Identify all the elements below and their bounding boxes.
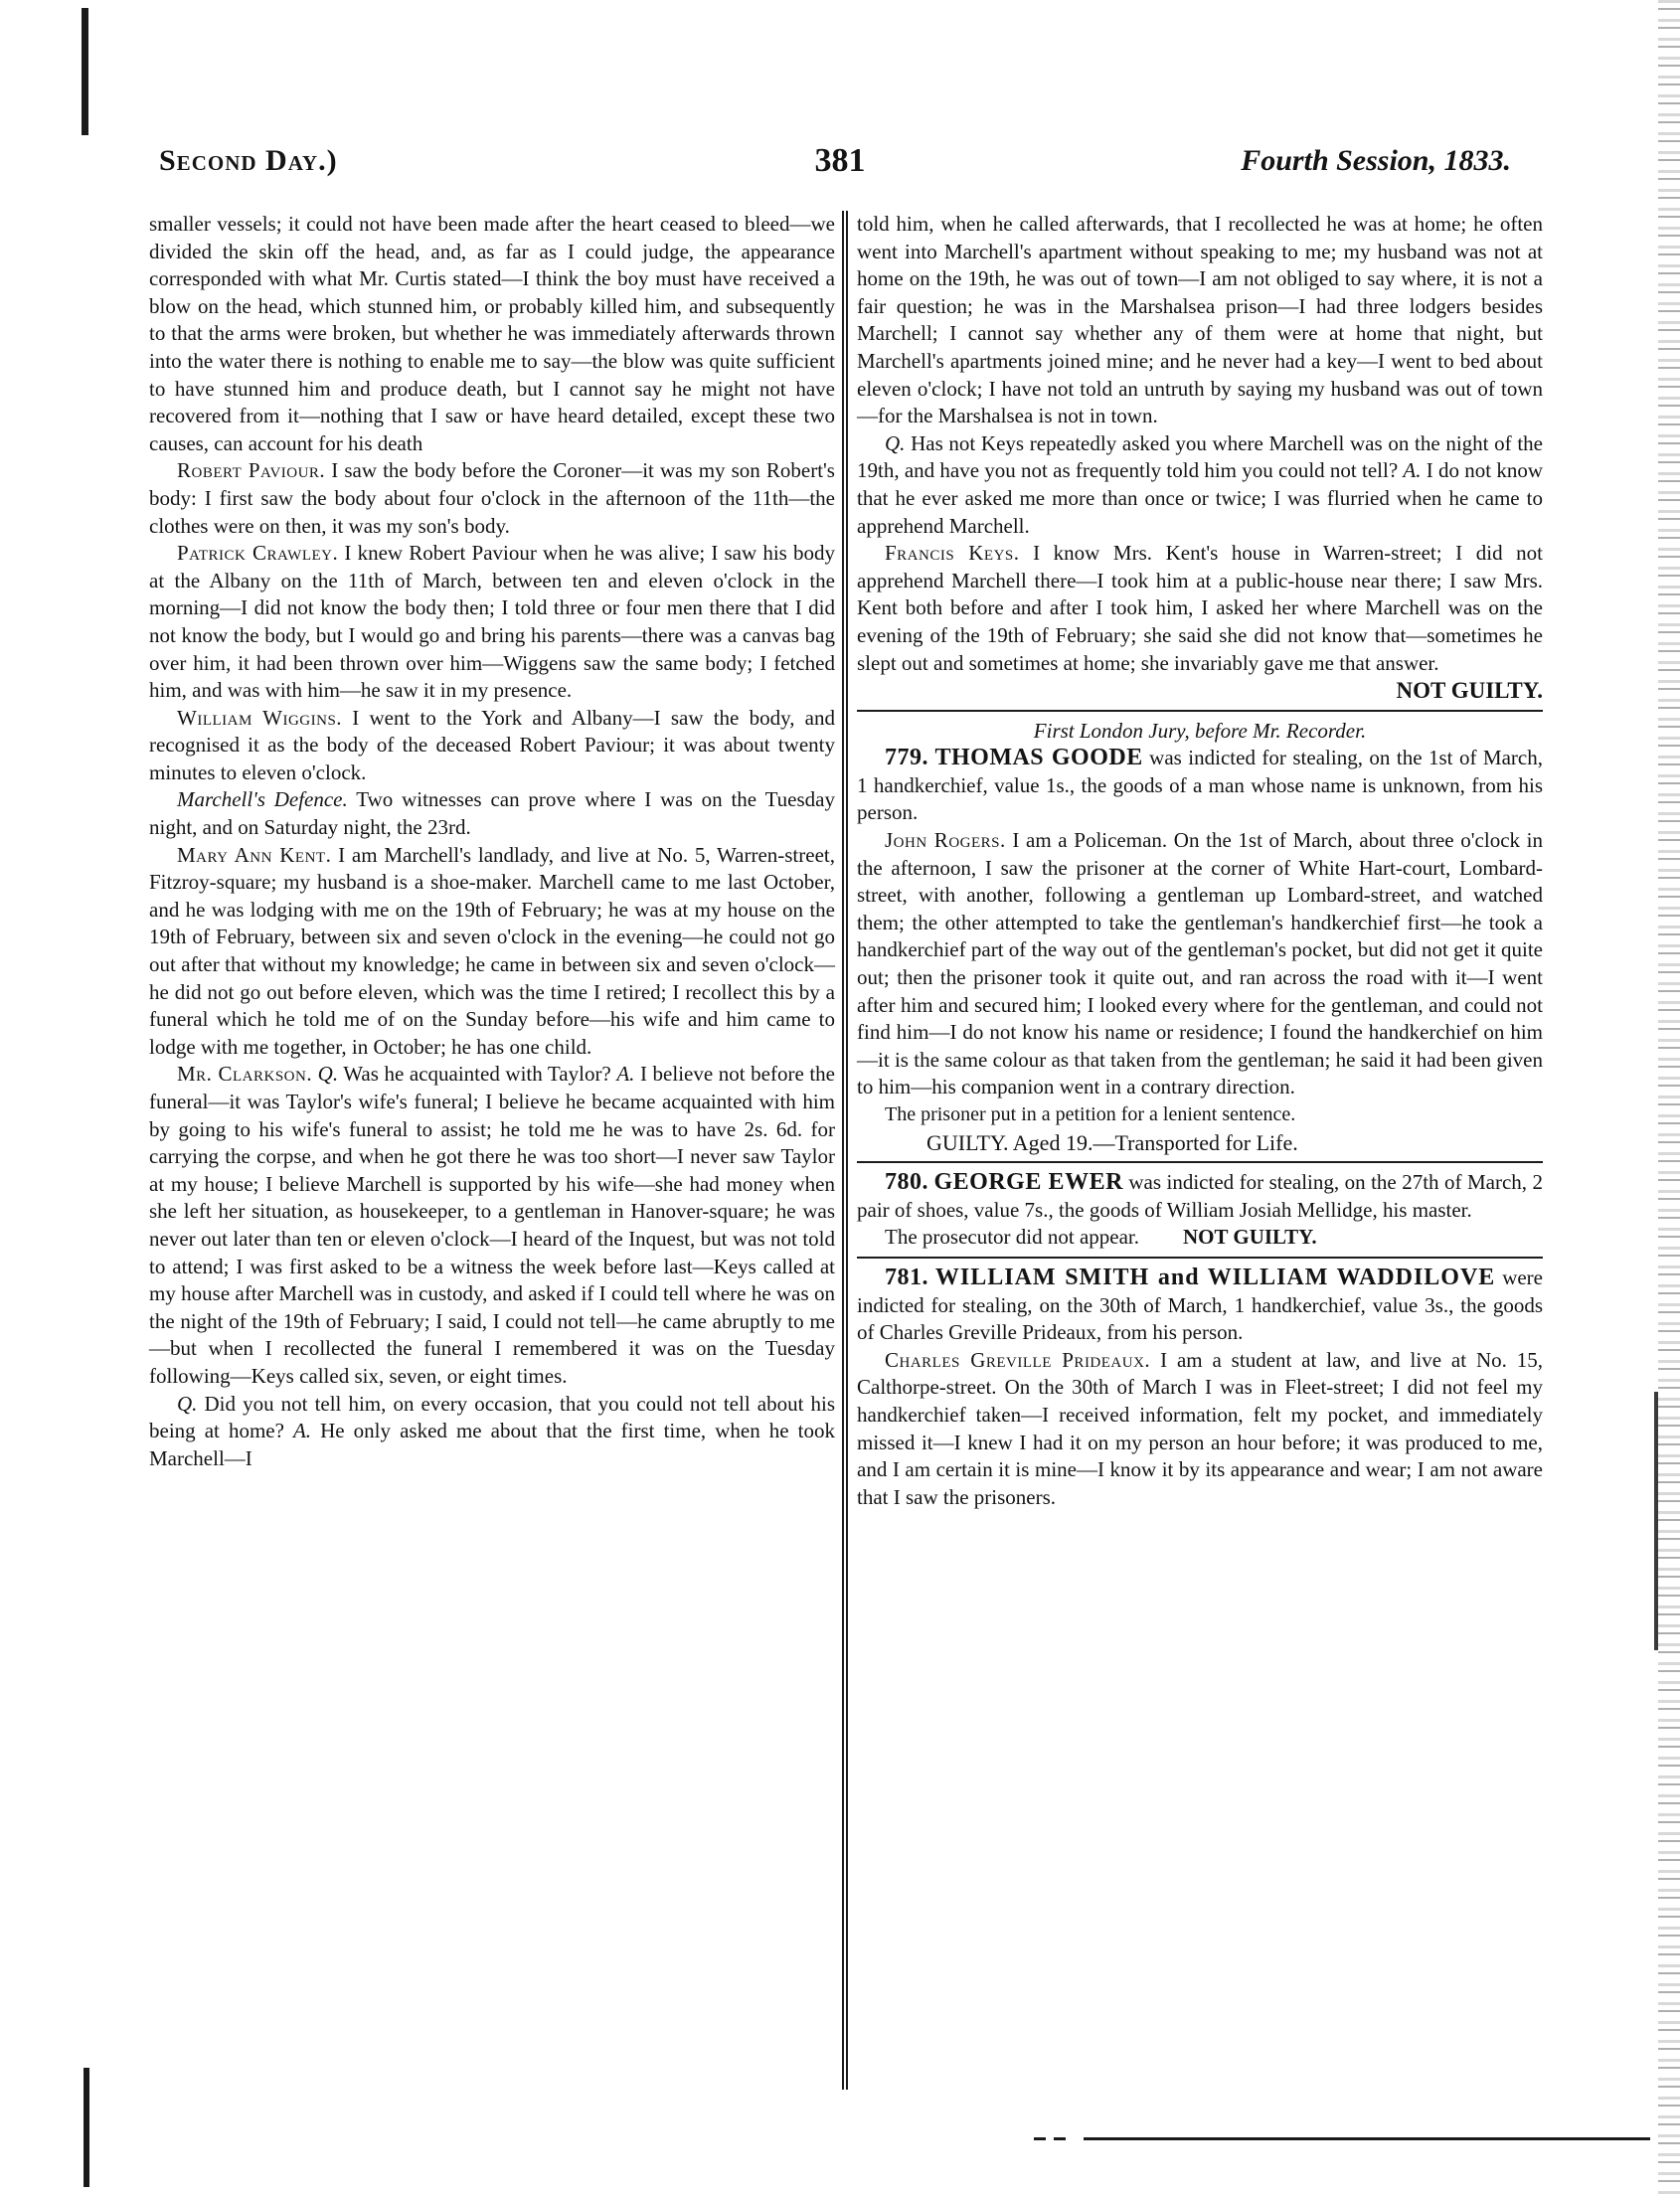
question-text: Did you not tell him, on every occasion, that you could not tell about his being at home?: [149, 1391, 835, 1443]
testimony: I saw the body before the Coroner—it was my son Robert's body: I first saw the body about four o'clock in the afternoon of the 11th—the clothes were on then, it was my son's body.: [149, 458, 835, 538]
prosecutor-note: The prosecutor did not appear.: [885, 1225, 1139, 1250]
paragraph: [857, 745, 1543, 827]
paragraph: [149, 540, 835, 705]
testimony: I do not know that he ever asked me more than once or twice; I was flurried when he came to apprehend Marchell.: [857, 458, 1543, 538]
verdict: GUILTY. Aged 19.—Transported for Life.: [926, 1129, 1298, 1155]
case-number: 779.: [885, 745, 928, 771]
question-marker: Q.: [312, 1062, 339, 1087]
column-divider: [842, 211, 848, 2090]
testimony: He only asked me about that the first time, when he took Marchell—I: [149, 1419, 835, 1470]
paragraph: [149, 842, 835, 1062]
indictment: were indicted for stealing, on the 30th of March, 1 handkerchief, value 3s., the goods of Charles Greville Prideaux, from his person.: [857, 1265, 1543, 1345]
witness-name: Francis Keys.: [885, 541, 1020, 566]
testimony: Two witnesses can prove where I was on the Tuesday night, and on Saturday night, the 23rd.: [149, 787, 835, 840]
indictment: was indicted for stealing, on the 27th of March, 2 pair of shoes, value 7s., the goods of William Josiah Mellidge, his master.: [857, 1170, 1544, 1222]
case-number: 781.: [885, 1264, 928, 1290]
petition-note: The prisoner put in a petition for a lenient sentence.: [885, 1103, 1296, 1125]
testimony: I went to the York and Albany—I saw the body, and recognised it as the body of the deceased Robert Paviour; it was about twenty minutes to eleven o'clock.: [149, 705, 836, 784]
paragraph: smaller vessels; it could not have been made after the heart ceased to bleed—we divided the skin off the head, and, as far as I could judge, the appearance corresponded with what Mr. Curtis stated—I think the boy must have received a blow on the head, which stunned him, or probably killed him, and subsequently to that the arms were broken, but whether he was immediately afterwards thrown into the water there is nothing to enable me to say—the blow was quite sufficient to have stunned him and produce death, but I cannot say he might not have recovered from it—nothing that I saw or have heard detailed, except these two causes, can account for his death: [149, 212, 835, 455]
running-head-left: Second Day.): [159, 144, 338, 177]
paragraph: [857, 1169, 1543, 1224]
defendant-name: THOMAS GOODE: [934, 745, 1143, 771]
defendant-name: GEORGE EWER: [933, 1169, 1123, 1196]
witness-name: Patrick Crawley.: [177, 541, 339, 566]
paragraph: [149, 457, 835, 540]
witness-name: John Rogers.: [885, 828, 1006, 853]
defence-heading: Marchell's Defence.: [177, 787, 348, 812]
paragraph: [149, 1391, 835, 1473]
answer-marker: A.: [292, 1419, 312, 1443]
paragraph: [149, 705, 835, 787]
witness-name: Mary Ann Kent.: [177, 842, 332, 867]
witness-name: Robert Paviour.: [177, 458, 326, 483]
testimony: I believe not before the funeral—it was Taylor's wife's funeral; I believe he became acquainted with him by going to his wife's funeral to assist; he told me he was to have 2s. 6d. for carrying the corpse, and when he got there he was too short—I never saw Taylor at my house; I believe Marchell is supported by his wife—she had money when she left her situation, as housekeeper, to a gentleman in Hanover-square; he was never out later than ten or eleven o'clock—I heard of the Inquest, but was not told to attend; I was first asked to be a witness the week before last—Keys called at my house after Marchell was in custody, and asked if I could tell where he was on the night of the 19th of February; I said, I could not tell—he came abruptly to me—but when I recollected the funeral I remembered it was on the Tuesday following—Keys called six, seven, or eight times.: [149, 1062, 835, 1388]
answer-marker: A.: [1403, 458, 1422, 483]
scan-binding-mark: [82, 8, 88, 135]
footer-dash: [1054, 2137, 1066, 2140]
paragraph: [857, 1224, 1543, 1252]
paragraph: [857, 1347, 1543, 1512]
case-number: 780.: [885, 1169, 928, 1196]
question-text: Has not Keys repeatedly asked you where Marchell was on the night of the 19th, and have you not as frequently told him you could not tell?: [857, 430, 1543, 483]
left-column: [149, 211, 835, 1472]
paragraph: [857, 1265, 1543, 1347]
indictment: was indicted for stealing, on the 1st of March, 1 handkerchief, value 1s., the goods of a man whose name is unknown, from his person.: [857, 746, 1543, 825]
testimony: I knew Robert Paviour when he was alive; I saw his body at the Albany on the 11th of March, between ten and eleven o'clock in the morning—I did not know the body then; I told three or four men there that I did not know the body, but I would go and bring his parents—there was a canvas bag over him, it had been thrown over him—Wiggens saw the same body; I fetched him, and was with him—he saw it in my presence.: [149, 541, 835, 703]
paragraph: [857, 430, 1543, 540]
paragraph: [149, 1061, 835, 1390]
right-column: [857, 211, 1543, 1511]
testimony: I know Mrs. Kent's house in Warren-street; I did not apprehend Marchell there—I took him at a public-house near there; I saw Mrs. Kent both before and after I took him, I asked her where Marchell was on the evening of the 19th of February; she said she did not know that—sometimes he slept out and sometimes at home; she invariably gave me that answer.: [857, 541, 1543, 675]
testimony: I am Marchell's landlady, and live at No. 5, Warren-street, Fitzroy-square; my husband is a shoe-maker. Marchell came to me last October, and he was lodging with me on the 19th of February; he was at my house on the 19th of February, between six and seven o'clock in the evening—he could not go out after that without my knowledge; he came in between six and seven o'clock—he did not go out before eleven, which was the time I retired; I recollect this by a funeral which he told me of on the Sunday before—his wife and him came to lodge with me together, in October; he has one child.: [149, 842, 835, 1059]
jury-heading: First London Jury, before Mr. Recorder.: [1033, 718, 1367, 743]
verdict: NOT GUILTY.: [1396, 678, 1543, 704]
question-marker: Q.: [885, 430, 906, 455]
scan-edge-bar: [1654, 1392, 1658, 1650]
paragraph: [857, 827, 1543, 1101]
defendant-name: WILLIAM SMITH and WILLIAM WADDILOVE: [934, 1264, 1496, 1290]
paragraph: told him, when he called afterwards, that I recollected he was at home; he often went into Marchell's apartment without speaking to me; my husband was not at home on the 19th, he was out of town—I am not obliged to say where, it is not a fair question; he was in the Marshalsea prison—I had three lodgers besides Marchell; I cannot say whether any of them were at home that night, but Marchell's apartments joined mine; and he never had a key—I went to bed about eleven o'clock; I have not told an untruth by saying my husband was out of town—for the Marshalsea is not in town.: [857, 212, 1543, 428]
scan-edge: [1658, 0, 1680, 2195]
witness-name: William Wiggins.: [177, 705, 343, 730]
answer-marker: A.: [616, 1062, 635, 1087]
footer-dash: [1034, 2137, 1046, 2140]
section-rule: [857, 710, 1543, 712]
page-number: 381: [814, 142, 866, 179]
witness-name: Charles Greville Prideaux.: [885, 1347, 1151, 1372]
scan-binding-mark: [84, 2068, 89, 2187]
question-marker: Q.: [177, 1391, 198, 1416]
counsel-name: Mr. Clarkson.: [177, 1062, 313, 1087]
question-text: Was he acquainted with Taylor?: [338, 1062, 617, 1087]
verdict: NOT GUILTY.: [1183, 1225, 1317, 1250]
testimony: I am a Policeman. On the 1st of March, about three o'clock in the afternoon, I saw the prisoner at the corner of White Hart-court, Lombard-street, with another, following a gentleman up Lombard-street, and watched them; the other attempted to take the gentleman's handkerchief first—he took a handkerchief part of the way out of the gentleman's pocket, but did not get it quite out; then the prisoner took it quite out, and ran across the road with it—I went after him and secured him; I looked every where for the gentleman, and could not find him—I do not know his name or residence; I found the handkerchief on him—it is the same colour as that taken from the gentleman; he said it had been given to him—his companion went in a contrary direction.: [857, 828, 1543, 1099]
running-head-right: Fourth Session, 1833.: [1241, 144, 1511, 177]
testimony: I am a student at law, and live at No. 15, Calthorpe-street. On the 30th of March I was in Fleet-street; I did not feel my handkerchief taken—I received information, felt my pocket, and immediately missed it—I knew I had it on my person an hour before; it was produced to me, and I am certain it is mine—I know it by its appearance and wear; I am not aware that I saw the prisoners.: [857, 1347, 1544, 1509]
footer-rule: [1084, 2137, 1650, 2140]
paragraph: [857, 540, 1543, 677]
section-rule: [857, 1161, 1543, 1163]
paragraph: [149, 786, 835, 841]
section-rule: [857, 1257, 1543, 1259]
